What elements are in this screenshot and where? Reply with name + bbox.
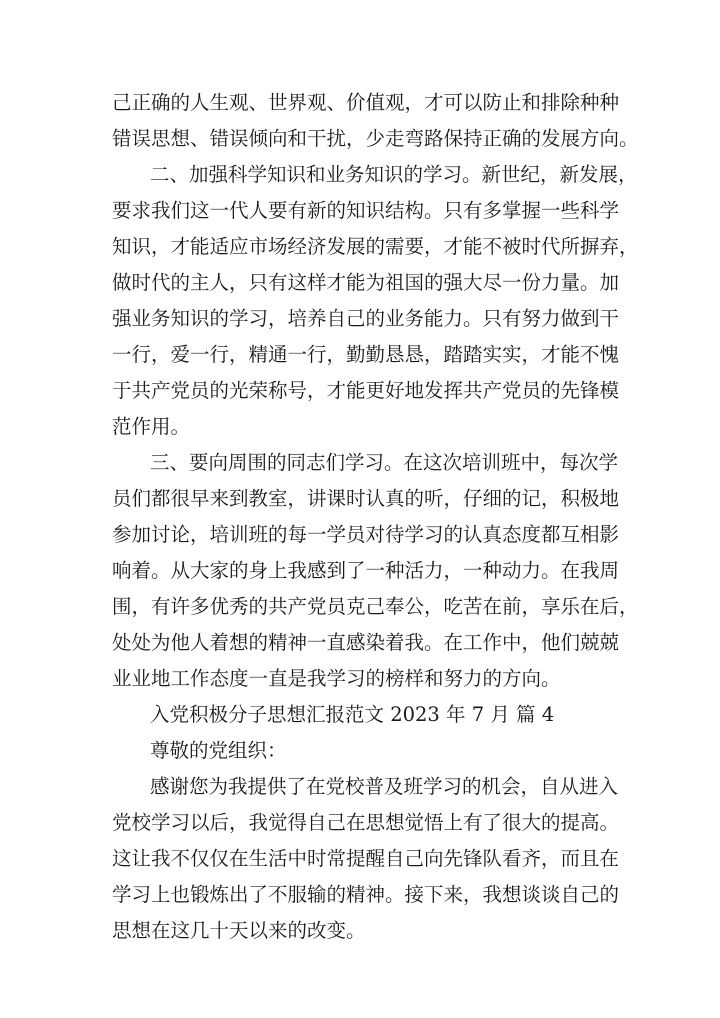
text-line: 三、要向周围的同志们学习。在这次培训班中，每次学 [150, 451, 619, 474]
text-line: 于共产党员的光荣称号，才能更好地发挥共产党员的先锋模 [112, 379, 620, 402]
text-line: 错误思想、错误倾向和干扰，少走弯路保持正确的发展方向。 [112, 127, 639, 150]
text-line: 己正确的人生观、世界观、价值观，才可以防止和排除种种 [112, 91, 620, 114]
salutation: 尊敬的党组织： [150, 739, 287, 762]
text-line: 强业务知识的学习，培养自己的业务能力。只有努力做到干 [112, 307, 620, 330]
text-line: 业业地工作态度一直是我学习的榜样和努力的方向。 [112, 667, 561, 690]
paragraph-2 [112, 157, 639, 445]
text-line: 做时代的主人，只有这样才能为祖国的强大尽一份力量。加 [112, 271, 620, 294]
paragraph-4 [112, 769, 620, 949]
text-line: 感谢您为我提供了在党校普及班学习的机会，自从进入 [150, 775, 619, 798]
text-line: 响着。从大家的身上我感到了一种活力，一种动力。在我周 [112, 559, 620, 582]
section-heading: 入党积极分子思想汇报范文 2023 年 7 月 篇 4 [150, 703, 555, 726]
text-line: 范作用。 [112, 415, 191, 438]
text-line: 学习上也锻炼出了不服输的精神。接下来，我想谈谈自己的 [112, 883, 620, 906]
text-line: 这让我不仅仅在生活中时常提醒自己向先锋队看齐，而且在 [112, 847, 620, 870]
text-line: 知识，才能适应市场经济发展的需要，才能不被时代所摒弃， [112, 235, 639, 258]
text-line: 参加讨论，培训班的每一学员对待学习的认真态度都互相影 [112, 523, 620, 546]
paragraph-1 [112, 85, 639, 157]
text-line: 处处为他人着想的精神一直感染着我。在工作中，他们兢兢 [112, 631, 620, 654]
text-line: 围，有许多优秀的共产党员克己奉公，吃苦在前，享乐在后， [112, 595, 639, 618]
text-line: 党校学习以后，我觉得自己在思想觉悟上有了很大的提高。 [112, 811, 620, 834]
text-line: 员们都很早来到教室，讲课时认真的听，仔细的记，积极地 [112, 487, 620, 510]
document-body [112, 85, 639, 949]
text-line: 一行，爱一行，精通一行，勤勤恳恳，踏踏实实，才能不愧 [112, 343, 620, 366]
text-line: 思想在这几十天以来的改变。 [112, 919, 366, 942]
paragraph-3 [112, 445, 639, 697]
text-line: 要求我们这一代人要有新的知识结构。只有多掌握一些科学 [112, 199, 620, 222]
text-line: 二、加强科学知识和业务知识的学习。新世纪，新发展， [150, 163, 638, 186]
